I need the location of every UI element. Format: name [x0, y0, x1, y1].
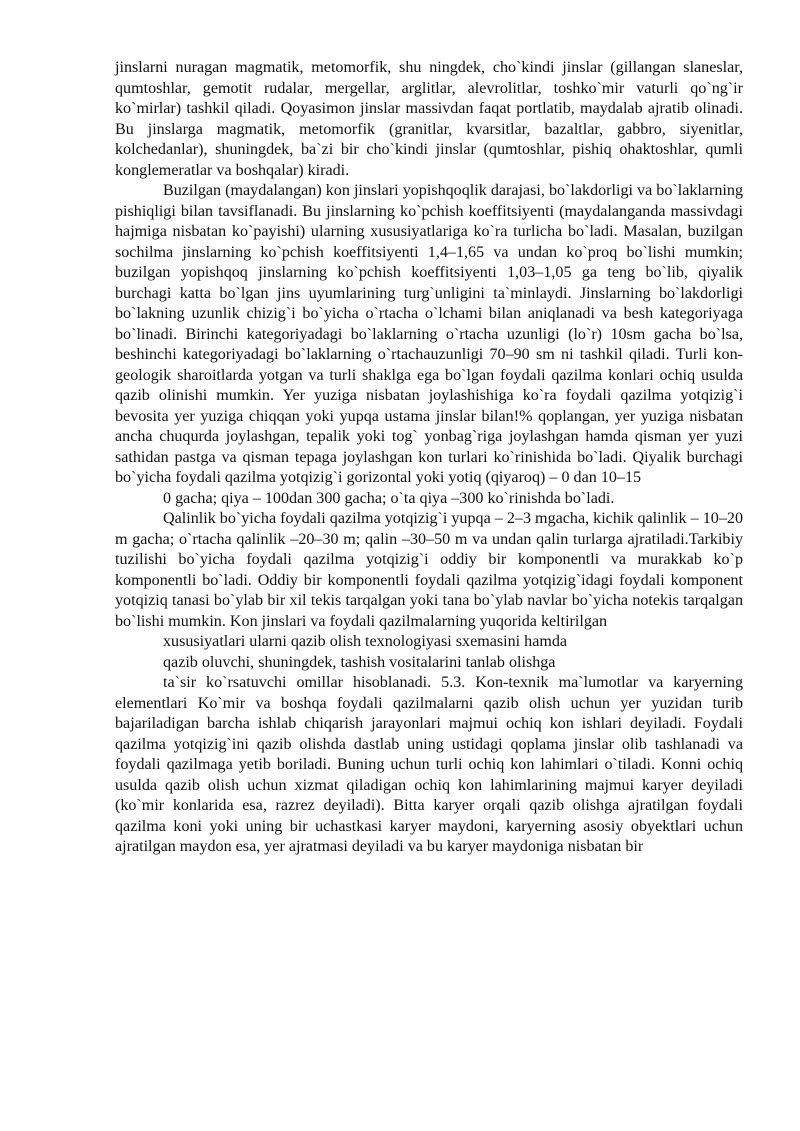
paragraph-equipment-line: qazib oluvchi, shuningdek, tashish vositalarini tanlab olishga [163, 653, 556, 671]
paragraph-quarry-elements: ta`sir ko`rsatuvchi omillar hisoblanadi. 5.3. Kon-texnik ma`lumotlar va karyerning elementlari Ko`mir va boshqa foydali qazilmalarni qazib olish uchun yer yuzidan turib bajariladigan barcha ishlab chiqarish jarayonlari majmui ochiq kon ishlari deyiladi. Foydali qazilma yotqizig`ini qazib olishda dastlab uning ustidagi qoplama jinslar olib tashlanadi va foydali qazilmaga yetib boriladi. Buning uchun turli ochiq kon lahimlari o`tiladi. Konni ochiq usulda qazib olish uchun xizmat qiladigan ochiq kon lahimlarining majmui karyer deyiladi (ko`mir konlarida esa, razrez deyiladi). Bitta karyer orqali qazib olishga ajratilgan foydali qazilma koni yoki uning bir uchastkasi karyer maydoni, karyerning asosiy obyektlari uchun ajratilgan maydon esa, yer ajratmasi deyiladi va bu karyer maydoniga nisbatan bir [115, 674, 743, 855]
paragraph-thickness: Qalinlik bo`yicha foydali qazilma yotqizig`i yupqa – 2–3 mgacha, kichik qalinlik – 10–20 m gacha; o`rtacha qalinlik –20–30 m; qalin –30–50 m va undan qalin turlarga ajratiladi.Tarkibiy tuzilishi bo`yicha foydali qazilma yotqizig`i oddiy bir komponentli va murakkab ko`p komponentli bo`ladi. Oddiy bir komponentli foydali qazilma yotqizig`idagi foydali komponent yotqiziq tanasi bo`ylab bir xil tekis tarqalgan yoki tana bo`ylab navlar bo`yicha notekis tarqalgan bo`lishi mumkin. Kon jinslari va foydali qazilmalarning yuqorida keltirilgan [115, 510, 743, 630]
paragraph-broken-rocks: Buzilgan (maydalangan) kon jinslari yopishqoqlik darajasi, bo`lakdorligi va bo`laklarning pishiqligi bilan tavsiflanadi. Bu jinslarning ko`pchish koeffitsiyenti (maydalanganda massivdagi hajmiga nisbatan ko`payishi) ularning xususiyatlariga ko`ra turlicha bo`ladi. Masalan, buzilgan sochilma jinslarning ko`pchish koeffitsiyenti 1,4–1,65 va undan ko`proq bo`lishi mumkin; buzilgan yopishqoq jinslarning ko`pchish koeffitsiyenti 1,03–1,05 ga teng bo`lib, qiyalik burchagi katta bo`lgan jins uyumlarining turg`unligini ta`minlaydi. Jinslarning bo`lakdorligi bo`lakning uzunlik chizig`i bo`yicha o`rtacha o`lchami bilan aniqlanadi va besh kategoriyaga bo`linadi. Birinchi kategoriyadagi bo`laklarning o`rtacha uzunligi (lo`r) 10sm gacha bo`lsa, beshinchi kategoriyadagi bo`laklarning o`rtachauzunligi 70–90 sm ni tashkil qiladi. Turli kon-geologik sharoitlarda yotgan va turli shaklga ega bo`lgan foydali qazilma konlari ochiq usulda qazib olinishi mumkin. Yer yuziga nisbatan joylashishiga ko`ra foydali qazilma yotqizig`i bevosita yer yuziga chiqqan yoki yupqa ustama jinslar bilan!% qoplangan, yer yuziga nisbatan ancha chuqurda joylashgan, tepalik yoki tog` yonbag`riga joylashgan hamda qisman yer yuzi sathidan pastga va qisman tepaga joylashgan kon turlari ko`rinishida bo`ladi. Qiyalik burchagi bo`yicha foydali qazilma yotqizig`i gorizontal yoki yotiq (qiyaroq) – 0 dan 10–15 [115, 182, 743, 486]
paragraph-rock-types: jinslarni nuragan magmatik, metomorfik, shu ningdek, cho`kindi jinslar (gillangan slaneslar, qumtoshlar, gemotit rudalar, mergellar, arglitlar, alevrolitlar, toshko`mir vaturli qo`ng`ir ko`mirlar) tashkil qiladi. Qoyasimon jinslar massivdan faqat portlatib, maydalab ajratib olinadi. Bu jinslarga magmatik, metomorfik (granitlar, kvarsitlar, bazaltlar, gabbro, siyenitlar, kolchedanlar), shuningdek, ba`zi bir cho`kindi jinslar (qumtoshlar, pishiq ohaktoshlar, qumli konglemeratlar va boshqalar) kiradi. [115, 59, 743, 179]
paragraph-slope-continuation: 0 gacha; qiya – 100dan 300 gacha; o`ta qiya –300 ko`rinishda bo`ladi. [163, 489, 615, 507]
paragraph-properties-line: xususiyatlari ularni qazib olish texnologiyasi sxemasini hamda [163, 633, 568, 650]
document-page [115, 58, 743, 858]
